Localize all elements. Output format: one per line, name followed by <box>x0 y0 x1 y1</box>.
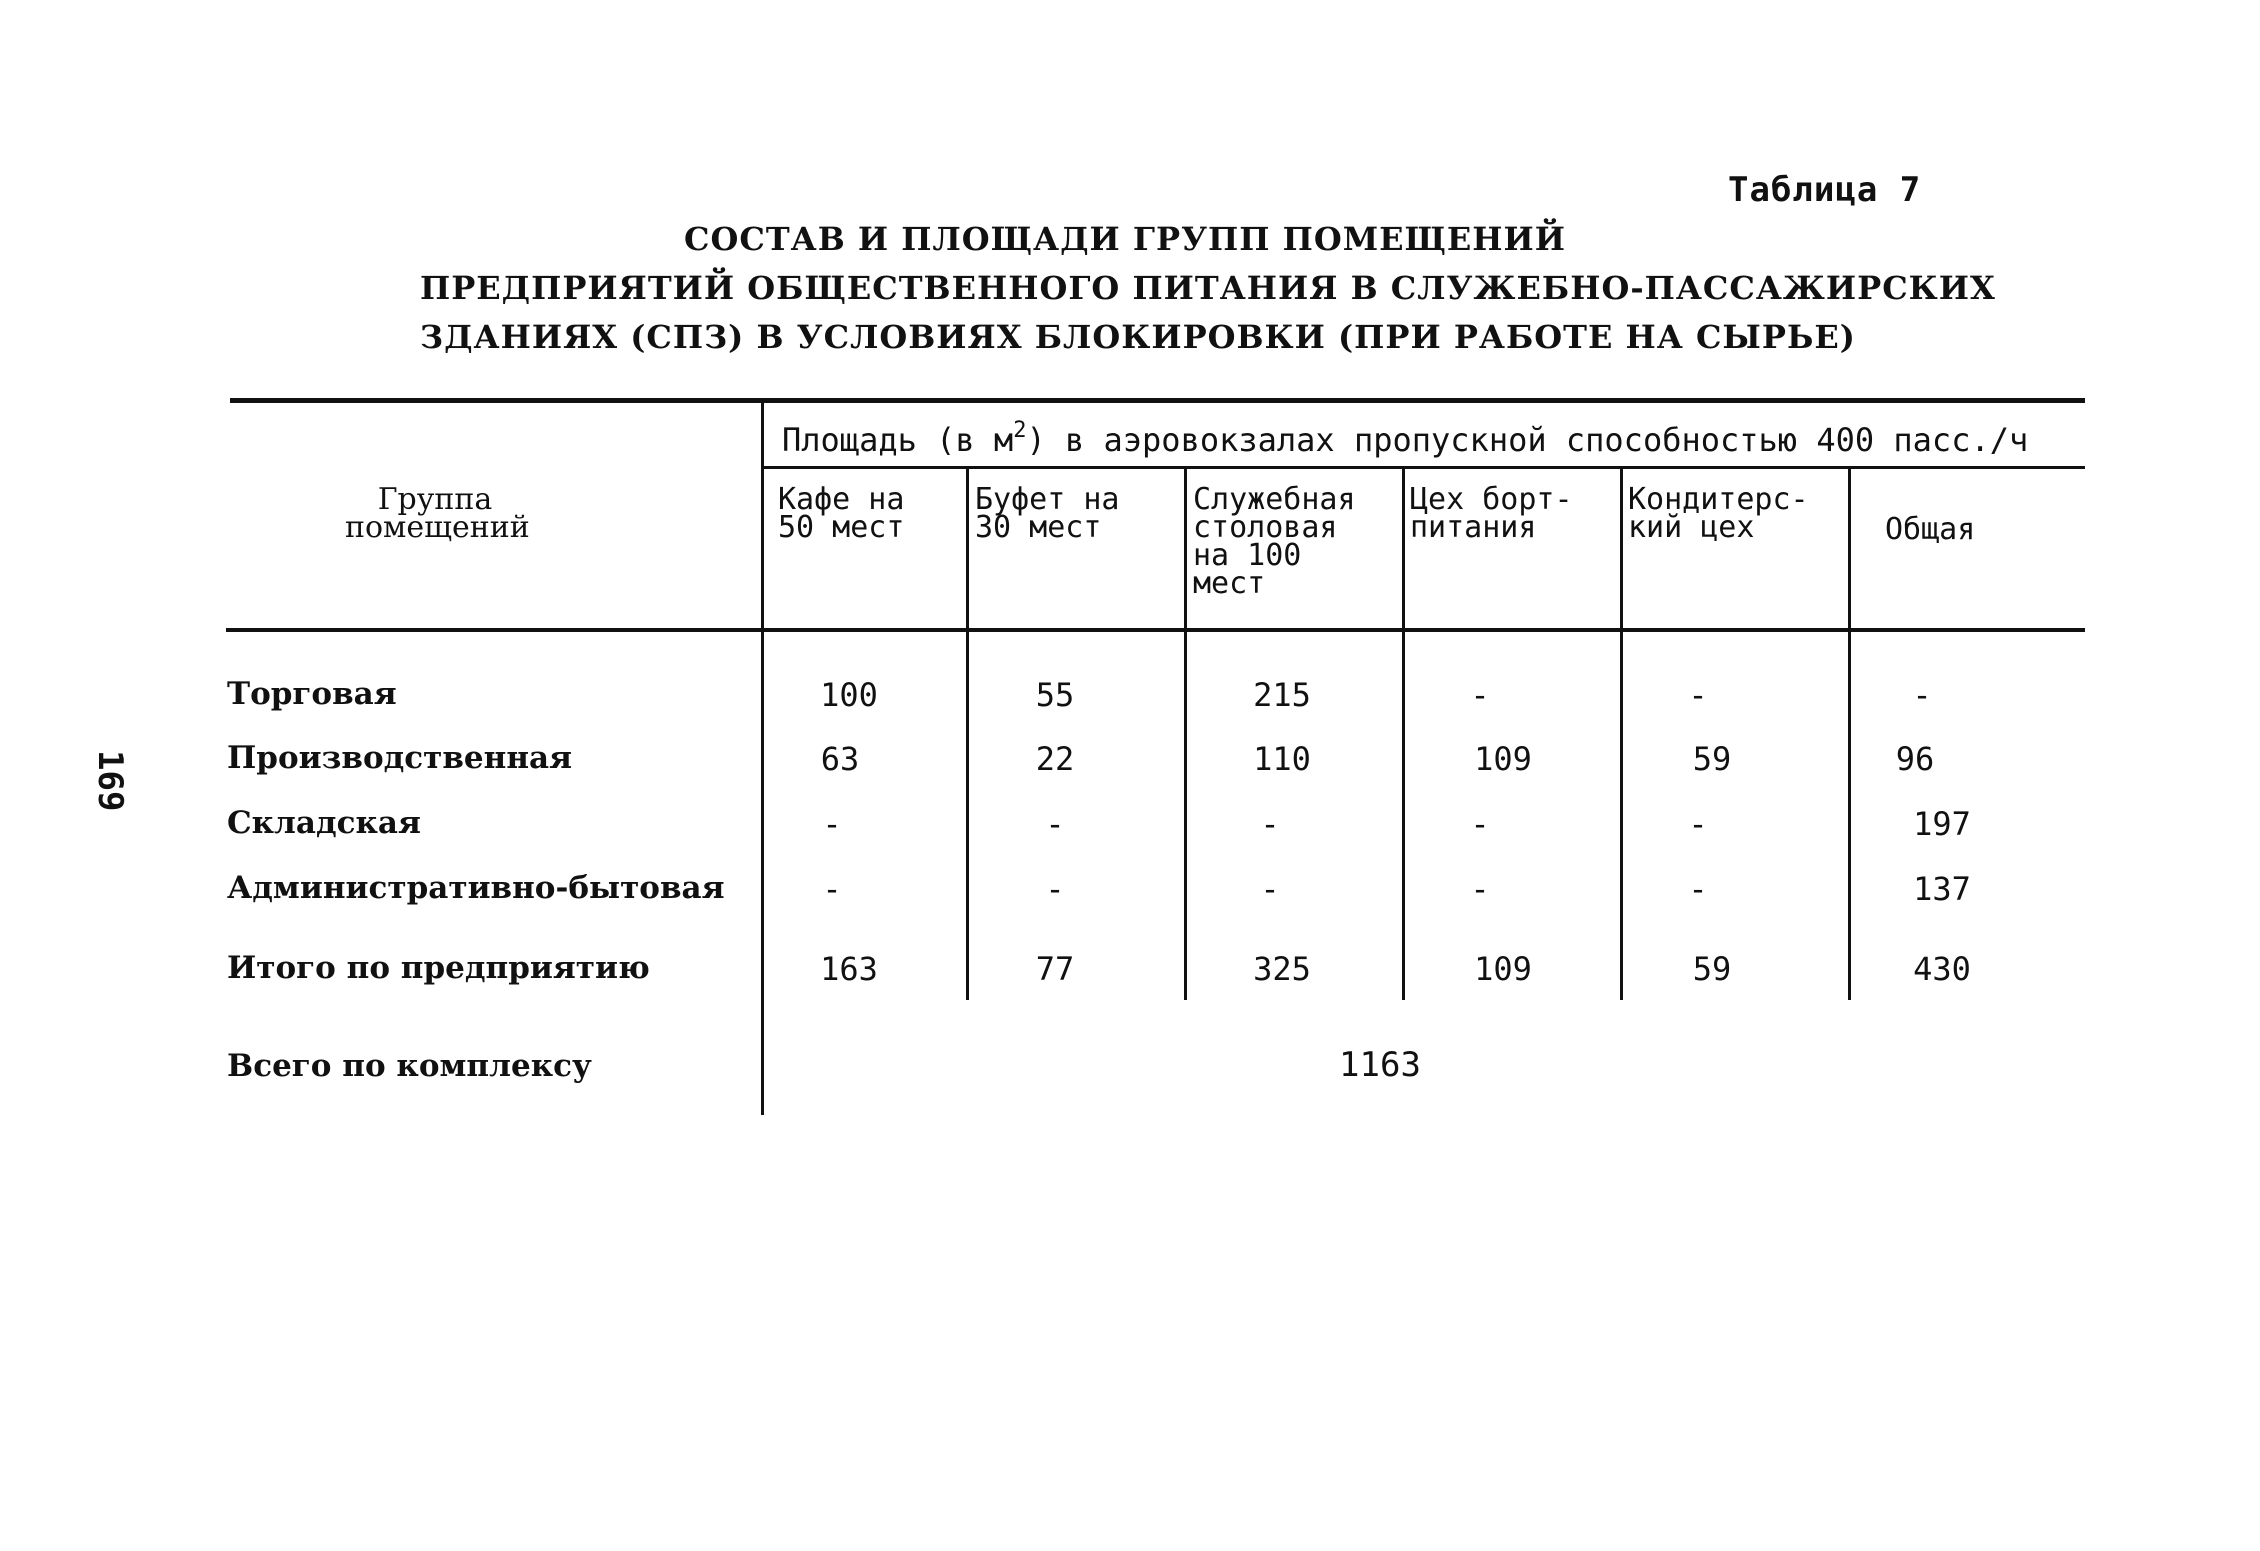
cell-subtotal-buffet: 77 <box>1035 950 1075 988</box>
cell-admin-confectionery: - <box>1688 870 1708 908</box>
row-label-admin: Административно-бытовая <box>227 870 725 906</box>
cell-production-canteen: 110 <box>1253 740 1311 778</box>
cell-storage-confectionery: - <box>1688 805 1708 843</box>
cell-trade-buffet: 55 <box>1035 676 1075 714</box>
cell-trade-canteen: 215 <box>1253 676 1311 714</box>
title-line-1: СОСТАВ И ПЛОЩАДИ ГРУПП ПОМЕЩЕНИЙ <box>684 220 1566 258</box>
header-col-canteen: Служебная столовая на 100 мест <box>1193 482 1356 601</box>
cell-admin-canteen: - <box>1260 870 1280 908</box>
header-col-total: Общая <box>1885 512 1976 547</box>
row-label-trade: Торговая <box>227 676 397 712</box>
cell-admin-buffet: - <box>1045 870 1065 908</box>
cell-subtotal-total: 430 <box>1913 950 1971 988</box>
cell-trade-onboard: - <box>1470 676 1490 714</box>
cell-admin-total: 137 <box>1913 870 1971 908</box>
cell-storage-total: 197 <box>1913 805 1971 843</box>
table-title <box>420 215 1996 362</box>
cell-grand-total: 1163 <box>1339 1045 1421 1085</box>
cell-admin-cafe: - <box>822 870 842 908</box>
row-label-storage: Складская <box>227 805 421 841</box>
cell-production-onboard: 109 <box>1474 740 1532 778</box>
title-line-3: ЗДАНИЯХ (СПЗ) В УСЛОВИЯХ БЛОКИРОВКИ (ПРИ РАБОТЕ НА СЫРЬЕ) <box>420 318 1856 356</box>
cell-production-confectionery: 59 <box>1692 740 1732 778</box>
cell-storage-canteen: - <box>1260 805 1280 843</box>
cell-production-cafe: 63 <box>820 740 860 778</box>
column-rule-3 <box>1402 466 1405 1000</box>
header-span-prefix: Площадь (в м <box>782 421 1014 459</box>
header-group-column: Группа помещений <box>345 482 530 545</box>
header-span-sup: 2 <box>1013 418 1027 443</box>
header-col-onboard: Цех борт- питания <box>1410 482 1573 545</box>
cell-subtotal-cafe: 163 <box>820 950 878 988</box>
cell-storage-cafe: - <box>822 805 842 843</box>
column-rule-1 <box>966 466 969 1000</box>
title-line-2: ПРЕДПРИЯТИЙ ОБЩЕСТВЕННОГО ПИТАНИЯ В СЛУЖЕБНО-ПАССАЖИРСКИХ <box>420 269 1996 307</box>
header-col-confectionery: Кондитерс- кий цех <box>1628 482 1809 545</box>
header-bottom-rule <box>226 628 2085 632</box>
header-span-suffix: ) в аэровокзалах пропускной способностью 400 пасс./ч <box>1026 421 2029 459</box>
header-col-cafe: Кафе на 50 мест <box>778 482 905 545</box>
cell-subtotal-canteen: 325 <box>1253 950 1311 988</box>
cell-storage-onboard: - <box>1470 805 1490 843</box>
header-col-buffet: Буфет на 30 мест <box>975 482 1120 545</box>
cell-trade-cafe: 100 <box>820 676 878 714</box>
cell-admin-onboard: - <box>1470 870 1490 908</box>
cell-storage-buffet: - <box>1045 805 1065 843</box>
table-number-label: Таблица 7 <box>1728 170 1922 210</box>
cell-production-total: 96 <box>1895 740 1935 778</box>
group-column-rule <box>761 403 764 1115</box>
row-label-grand-total: Всего по комплексу <box>227 1048 592 1084</box>
column-rule-2 <box>1184 466 1187 1000</box>
cell-production-buffet: 22 <box>1035 740 1075 778</box>
cell-trade-total: - <box>1912 676 1932 714</box>
span-header-rule <box>763 466 2085 469</box>
header-area-span <box>782 418 2028 459</box>
column-rule-4 <box>1620 466 1623 1000</box>
cell-trade-confectionery: - <box>1688 676 1708 714</box>
table-top-rule <box>230 398 2085 403</box>
cell-subtotal-onboard: 109 <box>1474 950 1532 988</box>
column-rule-5 <box>1848 466 1851 1000</box>
cell-subtotal-confectionery: 59 <box>1692 950 1732 988</box>
row-label-subtotal: Итого по предприятию <box>227 950 650 986</box>
page-number: 169 <box>90 750 130 812</box>
row-label-production: Производственная <box>227 740 572 776</box>
